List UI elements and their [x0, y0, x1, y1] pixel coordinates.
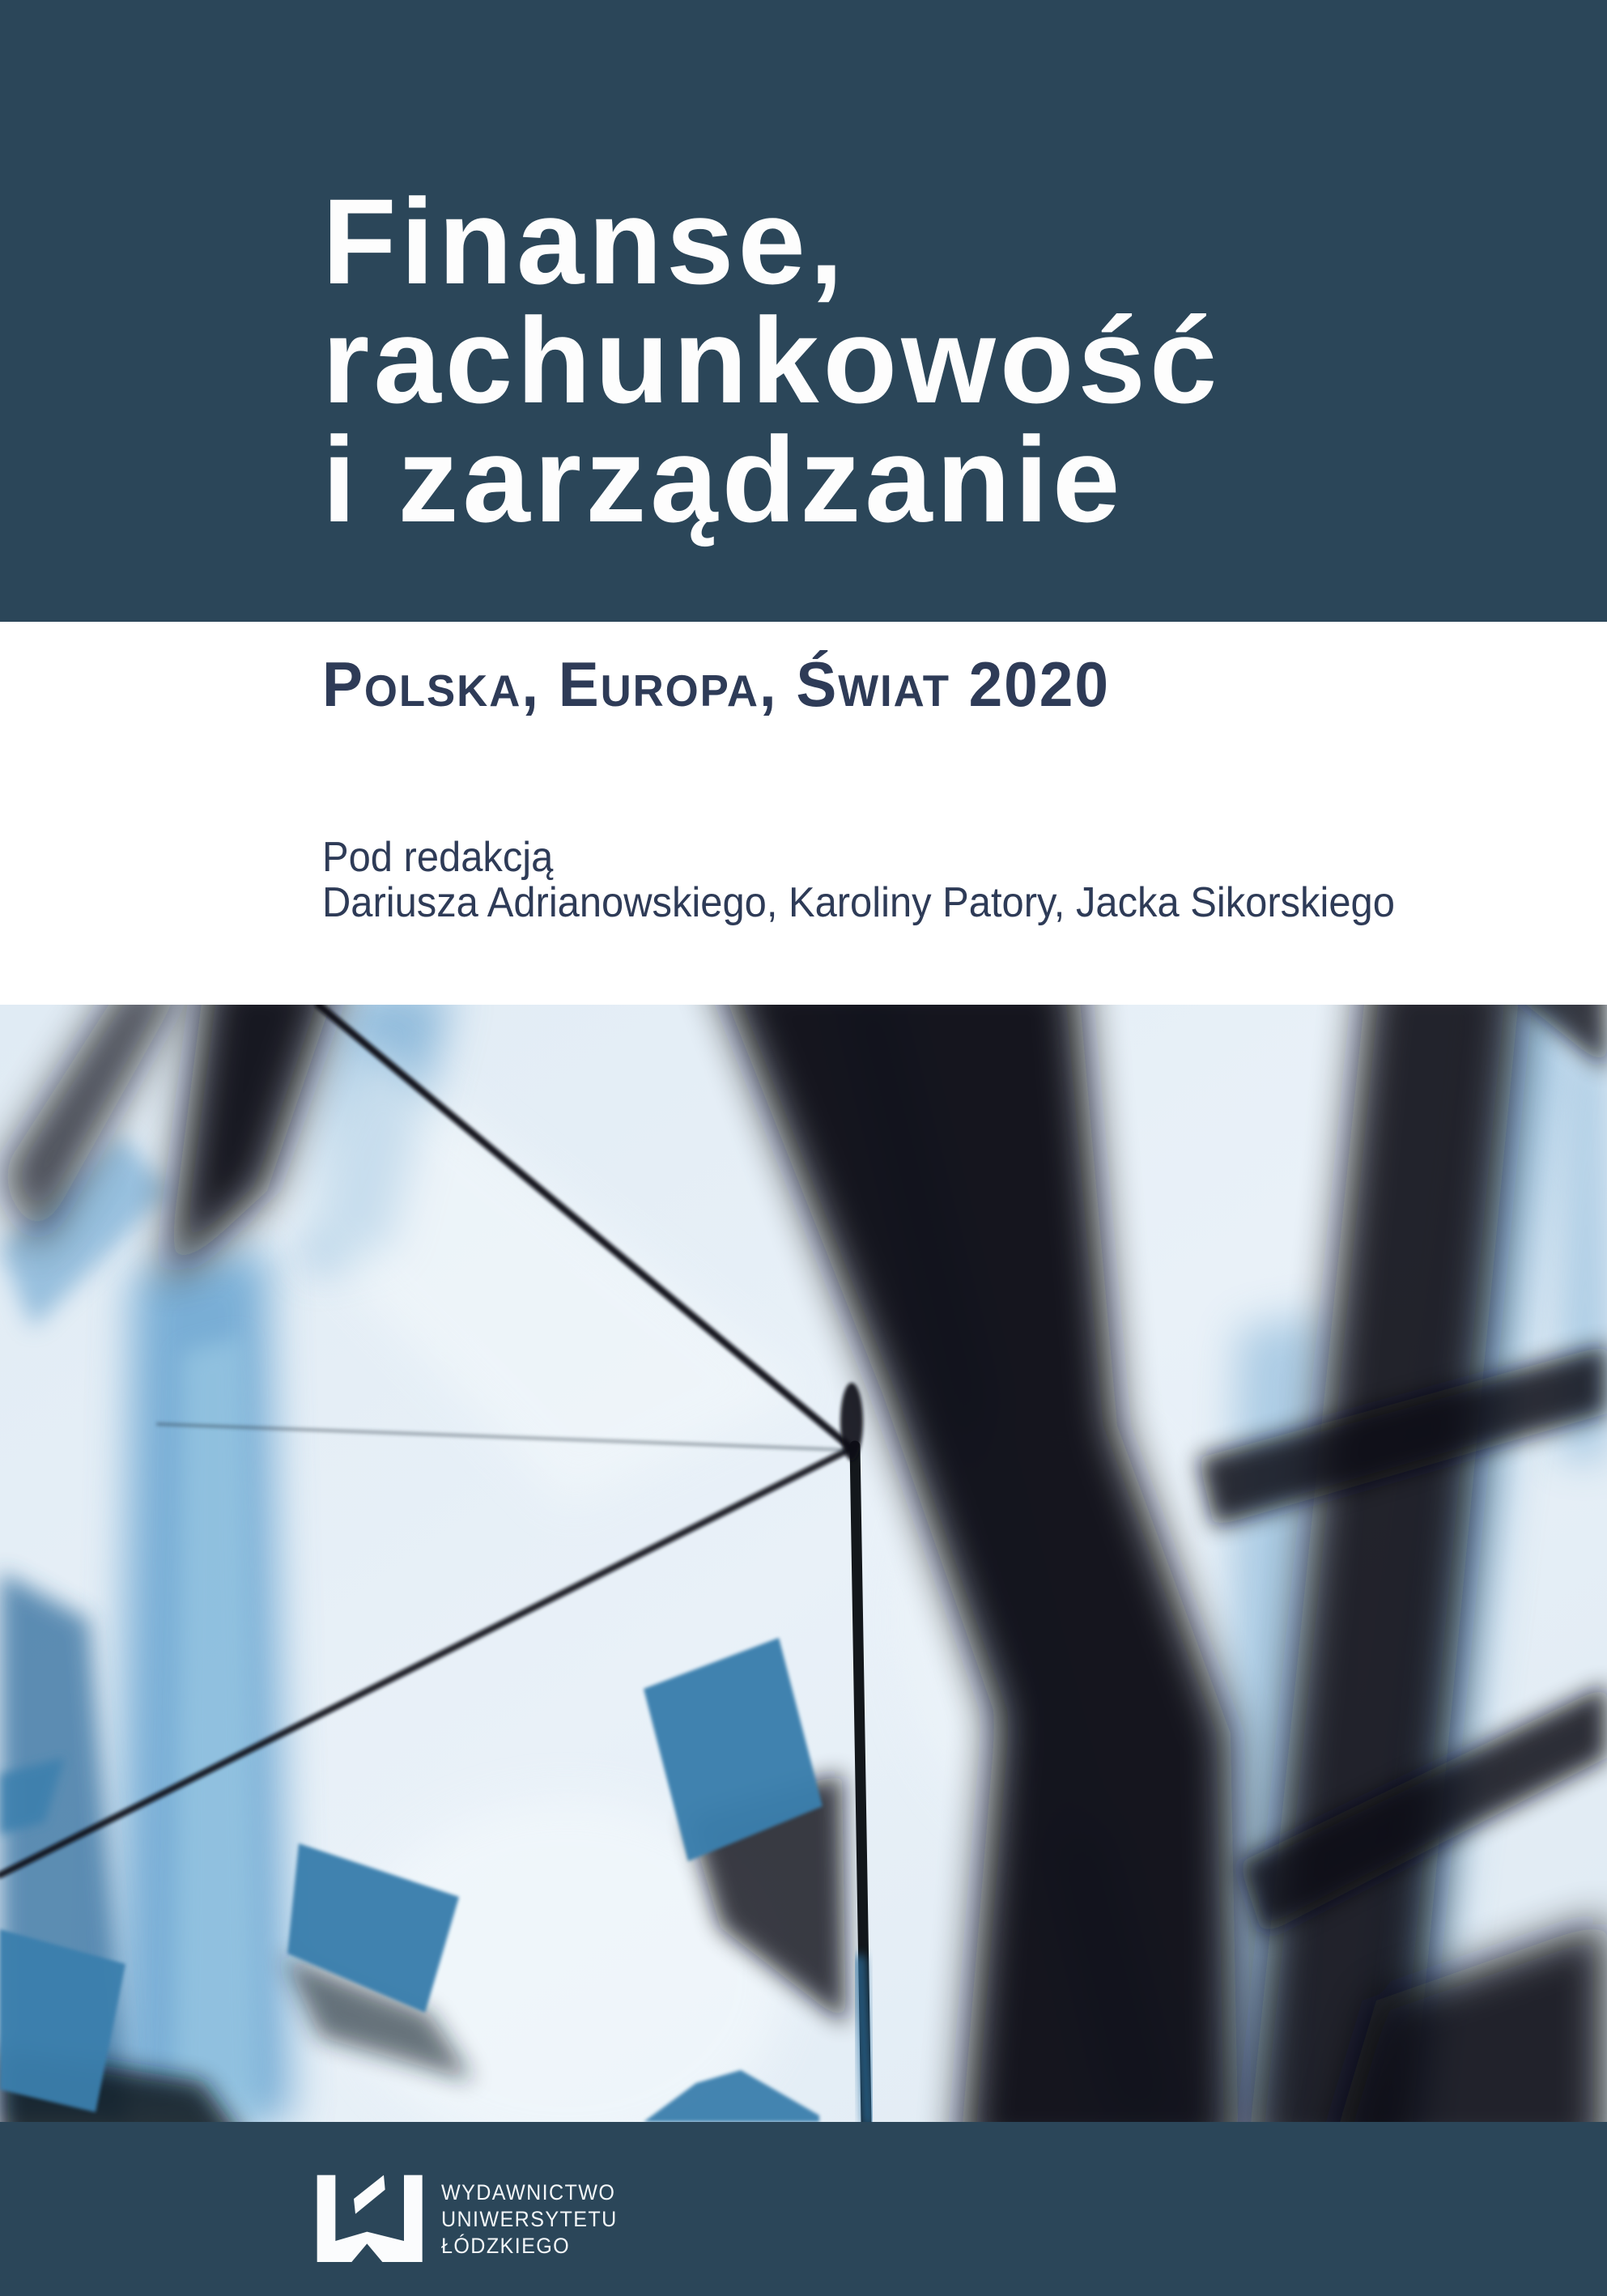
byline-intro: Pod redakcją [322, 834, 554, 881]
title-line-2: rachunkowość [322, 292, 1222, 428]
publisher-name [441, 2179, 618, 2260]
bottom-navy-band [0, 2122, 1607, 2296]
book-title [322, 173, 1222, 547]
publisher-logo-icon [314, 2173, 423, 2262]
byline-names: Dariusza Adrianowskiego, Karoliny Patory, Jacka Sikorskiego [322, 879, 1395, 926]
byline [322, 835, 1395, 925]
top-navy-band [0, 0, 1607, 622]
publisher-name-line-3: ŁÓDZKIEGO [441, 2234, 571, 2258]
publisher-name-line-1: WYDAWNICTWO [441, 2180, 616, 2205]
publisher-name-line-2: UNIWERSYTETU [441, 2207, 618, 2231]
title-line-1: Finanse, [322, 173, 848, 309]
subtitle: Polska, Europa, Świat 2020 [322, 648, 1110, 720]
title-line-3: i zarządzanie [322, 411, 1124, 547]
cover-photo [0, 1005, 1607, 2122]
